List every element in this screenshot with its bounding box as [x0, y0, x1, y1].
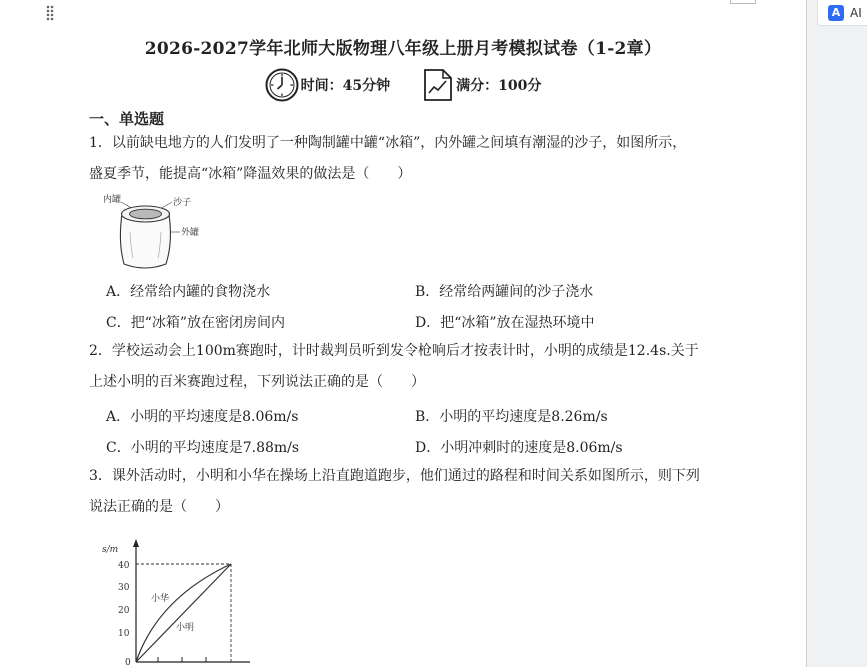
question-line: 1．以前缺电地方的人们发明了一种陶制罐中罐“冰箱”，内外罐之间填有潮湿的沙子，如图所示， [89, 135, 687, 151]
score-info [422, 68, 541, 102]
y-tick: 10 [118, 629, 130, 639]
option-2d[interactable]: D．小明冲刺时的速度是8.06m/s [415, 440, 623, 456]
jar-figure [103, 192, 213, 274]
y-axis-label: s/m [102, 545, 119, 555]
drag-handle-icon[interactable] [46, 5, 54, 21]
ai-icon: A [828, 5, 844, 21]
question-3-text [89, 461, 729, 523]
series-label-xiaoming: 小明 [176, 623, 195, 633]
exam-title: 2026-2027学年北师大版物理八年级上册月考模拟试卷（1-2章） [144, 39, 662, 59]
option-2b[interactable]: B．小明的平均速度是8.26m/s [415, 409, 608, 425]
figure-label-outer: 外罐 [181, 228, 200, 238]
time-info [265, 68, 390, 102]
option-1a[interactable]: A．经常给内罐的食物浇水 [106, 284, 271, 300]
clock-icon [265, 68, 299, 102]
ai-button-label: AI [850, 5, 862, 20]
page-corner-marker [730, 0, 756, 4]
ai-assistant-button[interactable] [817, 0, 867, 26]
right-side-panel [807, 0, 867, 667]
series-line-xiaoming [136, 564, 231, 662]
distance-time-figure [100, 538, 250, 667]
question-line: 上述小明的百米赛跑过程，下列说法正确的是（ ） [89, 374, 425, 390]
figure-label-sand: 沙子 [173, 198, 192, 208]
series-label-xiaohua: 小华 [151, 594, 170, 604]
question-2-text [89, 336, 729, 398]
y-tick: 20 [118, 606, 130, 616]
option-1b[interactable]: B．经常给两罐间的沙子浇水 [415, 284, 594, 300]
question-line: 说法正确的是（ ） [89, 499, 229, 515]
score-label: 满分：100分 [456, 78, 542, 94]
option-2c[interactable]: C．小明的平均速度是7.88m/s [106, 440, 300, 456]
time-label: 时间：45分钟 [300, 78, 391, 94]
option-1c[interactable]: C．把“冰箱”放在密闭房间内 [106, 315, 286, 331]
document-chart-icon [422, 68, 454, 102]
question-line: 2．学校运动会上100m赛跑时，计时裁判员听到发令枪响后才按表计时，小明的成绩是12.4s.关于 [89, 343, 699, 359]
option-1d[interactable]: D．把“冰箱”放在湿热环境中 [415, 315, 595, 331]
exam-info [0, 68, 806, 102]
question-1-text [89, 128, 729, 190]
question-line: 盛夏季节，能提高“冰箱”降温效果的做法是（ ） [89, 166, 412, 182]
option-2a[interactable]: A．小明的平均速度是8.06m/s [106, 409, 299, 425]
y-tick: 0 [125, 658, 131, 667]
section-heading: 一、单选题 [89, 110, 165, 128]
question-line: 3．课外活动时，小明和小华在操场上沿直跑道跑步，他们通过的路程和时间关系如图所示，则下列 [89, 468, 700, 484]
y-tick: 40 [118, 561, 130, 571]
figure-label-inner: 内罐 [103, 195, 122, 205]
y-tick: 30 [118, 583, 130, 593]
